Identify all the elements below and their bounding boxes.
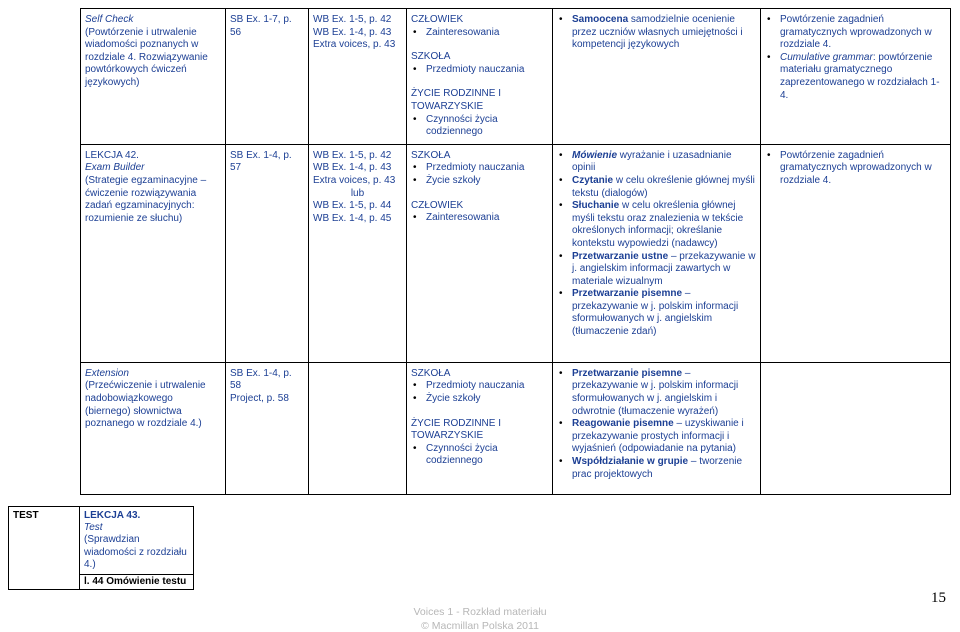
theme-item: • Życie szkoły bbox=[411, 393, 548, 406]
lesson-title: Test bbox=[84, 522, 103, 534]
skills-cell bbox=[553, 9, 761, 145]
lesson-description: (Strategie egzaminacyjne – ćwiczenie rozwiązywania zadań egzaminacyjnych: rozumienie ze słuchu) bbox=[85, 174, 207, 224]
wb-cell bbox=[309, 362, 407, 494]
sb-cell bbox=[226, 144, 309, 362]
footer-copyright: © Macmillan Polska 2011 bbox=[421, 620, 539, 632]
theme-title: SZKOŁA bbox=[411, 51, 451, 63]
sb-reference: SB Ex. 1-4, p. 57 bbox=[230, 149, 292, 174]
skill-item: • Mówienie wyrażanie i uzasadnianie opinii bbox=[557, 150, 756, 175]
theme-item: • Zainteresowania bbox=[411, 27, 548, 40]
skills-cell bbox=[553, 362, 761, 494]
skills-cell bbox=[553, 144, 761, 362]
sb-cell bbox=[226, 362, 309, 494]
project-reference: Project, p. 58 bbox=[230, 392, 289, 404]
grammar-cell bbox=[761, 9, 951, 145]
lesson-number: LEKCJA 43. bbox=[84, 510, 141, 521]
grammar-item: • Powtórzenie zagadnień gramatycznych wprowadzonych w rozdziale 4. bbox=[765, 150, 946, 188]
lesson-title: Self Check bbox=[85, 14, 134, 25]
skill-item: • Przetwarzanie ustne – przekazywanie w j. angielskim informacji zawartych w materiale wizualnym bbox=[557, 251, 756, 289]
table-row bbox=[81, 362, 951, 494]
theme-item: • Przedmioty nauczania bbox=[411, 162, 548, 175]
skill-item: • Słuchanie w celu określenia głównej myśli tekstu oraz znalezienia w tekście określonych informacji; określanie kontekstu wypowiedzi (nadawcy) bbox=[557, 200, 756, 250]
sb-reference: SB Ex. 1-7, p. 56 bbox=[230, 14, 292, 38]
lesson-cell bbox=[81, 144, 226, 362]
test-followup: l. 44 Omówienie testu bbox=[80, 575, 194, 590]
themes-cell bbox=[407, 362, 553, 494]
lesson-description: (Powtórzenie i utrwalenie wiadomości poznanych w rozdziale 4. Rozwiązywanie powtórkowych ćwiczeń językowych) bbox=[85, 26, 208, 88]
wb-reference: WB Ex. 1-4, p. 45 bbox=[313, 212, 392, 224]
wb-reference: WB Ex. 1-4, p. 43 bbox=[313, 162, 392, 174]
syllabus-table bbox=[80, 8, 951, 495]
table-row bbox=[81, 9, 951, 145]
lesson-description: (Przećwiczenie i utrwalenie nadobowiązkowego (biernego) słownictwa poznanego w rozdziale 4.) bbox=[85, 380, 206, 430]
themes-cell bbox=[407, 144, 553, 362]
sb-reference: SB Ex. 1-4, p. 58 bbox=[230, 367, 292, 392]
lesson-title: Extension bbox=[85, 367, 129, 379]
theme-title: ŻYCIE RODZINNE I TOWARZYSKIE bbox=[411, 417, 502, 442]
grammar-item: • Cumulative grammar: powtórzenie materiału gramatycznego zaprezentowanego w rozdziałach 1-4. bbox=[765, 52, 946, 102]
test-lesson-cell bbox=[80, 507, 194, 575]
wb-reference: Extra voices, p. 43 bbox=[313, 39, 396, 51]
theme-title: CZŁOWIEK bbox=[411, 14, 464, 25]
test-table bbox=[8, 506, 194, 590]
table-row bbox=[9, 507, 194, 575]
skill-item: • Samoocena samodzielnie ocenienie przez uczniów własnych umiejętności i kompetencji językowych bbox=[557, 14, 756, 52]
theme-title: SZKOŁA bbox=[411, 149, 451, 161]
lesson-cell bbox=[81, 9, 226, 145]
theme-title: CZŁOWIEK bbox=[411, 199, 464, 211]
lesson-title: Exam Builder bbox=[85, 162, 145, 174]
wb-reference: Extra voices, p. 43 bbox=[313, 174, 396, 186]
theme-title: ŻYCIE RODZINNE I TOWARZYSKIE bbox=[411, 88, 502, 112]
themes-cell bbox=[407, 9, 553, 145]
wb-cell bbox=[309, 144, 407, 362]
sb-cell bbox=[226, 9, 309, 145]
skill-item: • Przetwarzanie pisemne – przekazywanie w j. polskim informacji sformułowanych w j. angielskim (tłumaczenie zdań) bbox=[557, 288, 756, 338]
wb-reference: WB Ex. 1-4, p. 43 bbox=[313, 26, 392, 38]
skill-item: • Przetwarzanie pisemne – przekazywanie w j. polskim informacji sformułowanych w j. angielskim i odwrotnie (tłumaczenie wyrażeń) bbox=[557, 368, 756, 418]
table-row bbox=[81, 144, 951, 362]
theme-item: • Czynności życia codziennego bbox=[411, 443, 548, 468]
theme-item: • Życie szkoły bbox=[411, 175, 548, 188]
theme-item: • Zainteresowania bbox=[411, 212, 548, 225]
test-label: TEST bbox=[9, 507, 80, 590]
grammar-item: • Powtórzenie zagadnień gramatycznych wprowadzonych w rozdziale 4. bbox=[765, 14, 946, 52]
wb-reference: WB Ex. 1-5, p. 44 bbox=[313, 200, 392, 212]
wb-reference: WB Ex. 1-5, p. 42 bbox=[313, 149, 392, 161]
skill-item: • Reagowanie pisemne – uzyskiwanie i przekazywanie prostych informacji i wyjaśnień (odpowiadanie na pytania) bbox=[557, 418, 756, 456]
theme-item: • Czynności życia codziennego bbox=[411, 114, 548, 139]
lesson-cell bbox=[81, 362, 226, 494]
theme-item: • Przedmioty nauczania bbox=[411, 64, 548, 77]
wb-cell bbox=[309, 9, 407, 145]
page-number: 15 bbox=[931, 590, 946, 606]
skill-item: • Czytanie w celu określenie głównej myśli tekstu (dialogów) bbox=[557, 175, 756, 200]
grammar-cell bbox=[761, 144, 951, 362]
grammar-cell bbox=[761, 362, 951, 494]
lesson-number: LEKCJA 42. bbox=[85, 149, 139, 161]
wb-alternative: lub bbox=[350, 187, 365, 199]
skill-item: • Współdziałanie w grupie – tworzenie prac projektowych bbox=[557, 456, 756, 481]
theme-item: • Przedmioty nauczania bbox=[411, 380, 548, 393]
wb-reference: WB Ex. 1-5, p. 42 bbox=[313, 14, 392, 25]
footer-title: Voices 1 - Rozkład materiału bbox=[413, 606, 547, 618]
theme-title: SZKOŁA bbox=[411, 367, 451, 379]
lesson-description: (Sprawdzian wiadomości z rozdziału 4.) bbox=[84, 534, 187, 570]
